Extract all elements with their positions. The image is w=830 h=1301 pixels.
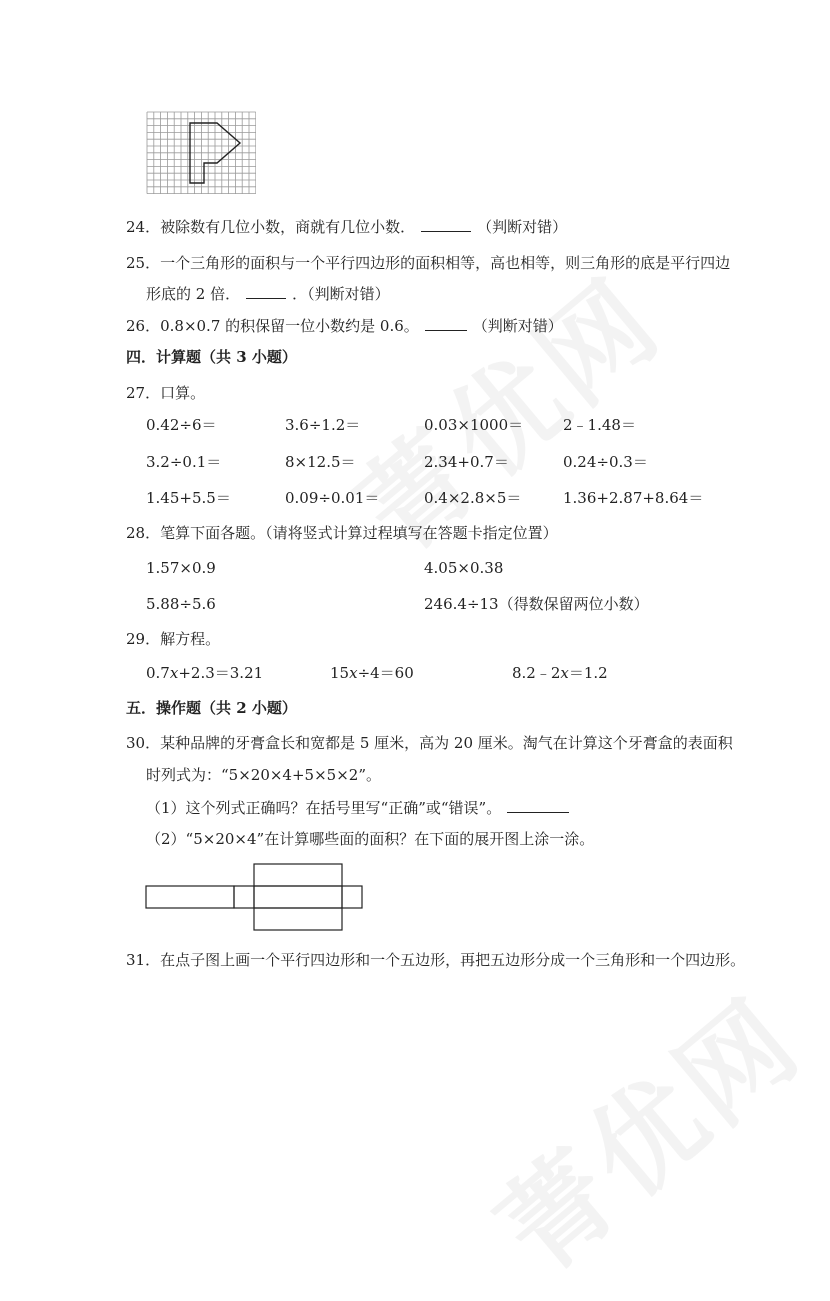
- answer-blank-30[interactable]: [507, 798, 569, 813]
- calc-item: 1.36+2.87+8.64＝: [563, 489, 704, 507]
- calc-item: 0.42÷6＝: [146, 416, 217, 434]
- answer-blank-24[interactable]: [421, 217, 471, 232]
- question-29-title: 29．解方程。: [126, 630, 221, 648]
- box-net-figure[interactable]: [145, 861, 365, 933]
- question-30-sub2: （2）“5×20×4”在计算哪些面的面积？在下面的展开图上涂一涂。: [146, 830, 595, 848]
- net-face-2: [234, 886, 254, 908]
- equation-3: 8.2﹣2x＝1.2: [512, 664, 608, 682]
- calc-item: 8×12.5＝: [285, 453, 356, 471]
- written-calc-item: 4.05×0.38: [424, 559, 504, 577]
- watermark-lower: [460, 957, 828, 1301]
- calc-item: 0.03×1000＝: [424, 416, 524, 434]
- calc-item: 3.2÷0.1＝: [146, 453, 222, 471]
- equation-1: 0.7x+2.3＝3.21: [146, 664, 264, 682]
- question-30-line2: 时列式为：“5×20×4+5×5×2”。: [146, 766, 381, 784]
- net-face-3: [254, 886, 342, 908]
- question-30-sub1: （1）这个列式正确吗？在括号里写“正确”或“错误”。: [146, 797, 575, 819]
- written-calc-item: 1.57×0.9: [146, 559, 216, 577]
- section-4-title: 四．计算题（共 3 小题）: [126, 348, 297, 366]
- net-face-1: [146, 886, 234, 908]
- calc-item: 2.34+0.7＝: [424, 453, 509, 471]
- net-face-top: [254, 864, 342, 886]
- calc-item: 0.09÷0.01＝: [285, 489, 380, 507]
- grid-figure: [146, 111, 256, 197]
- question-27-title: 27．口算。: [126, 384, 206, 402]
- question-30-line1: 30．某种品牌的牙膏盒长和宽都是 5 厘米，高为 20 厘米。淘气在计算这个牙膏盒的表面积: [126, 734, 733, 752]
- question-26: 26．0.8×0.7 的积保留一位小数约是 0.6。 （判断对错）: [126, 317, 563, 335]
- question-28-title: 28．笔算下面各题。（请将竖式计算过程填写在答题卡指定位置）: [126, 524, 558, 542]
- net-face-4: [342, 886, 362, 908]
- section-5-title: 五．操作题（共 2 小题）: [126, 699, 297, 717]
- answer-blank-25[interactable]: [246, 284, 286, 299]
- question-31: 31．在点子图上画一个平行四边形和一个五边形，再把五边形分成一个三角形和一个四边形。: [126, 951, 746, 969]
- equation-2: 15x÷4＝60: [330, 664, 414, 682]
- calc-item: 0.4×2.8×5＝: [424, 489, 522, 507]
- question-25-line2: 形底的 2 倍． ．（判断对错）: [146, 285, 390, 303]
- answer-blank-26[interactable]: [425, 316, 467, 331]
- calc-item: 1.45+5.5＝: [146, 489, 231, 507]
- calc-item: 2﹣1.48＝: [563, 416, 636, 434]
- calc-item: 3.6÷1.2＝: [285, 416, 361, 434]
- written-calc-item: 246.4÷13（得数保留两位小数）: [424, 595, 649, 613]
- question-24: 24．被除数有几位小数，商就有几位小数． （判断对错）: [126, 218, 568, 236]
- net-face-bottom: [254, 908, 342, 930]
- written-calc-item: 5.88÷5.6: [146, 595, 216, 613]
- calc-item: 0.24÷0.3＝: [563, 453, 648, 471]
- question-25-line1: 25．一个三角形的面积与一个平行四边形的面积相等，高也相等，则三角形的底是平行四边: [126, 254, 731, 272]
